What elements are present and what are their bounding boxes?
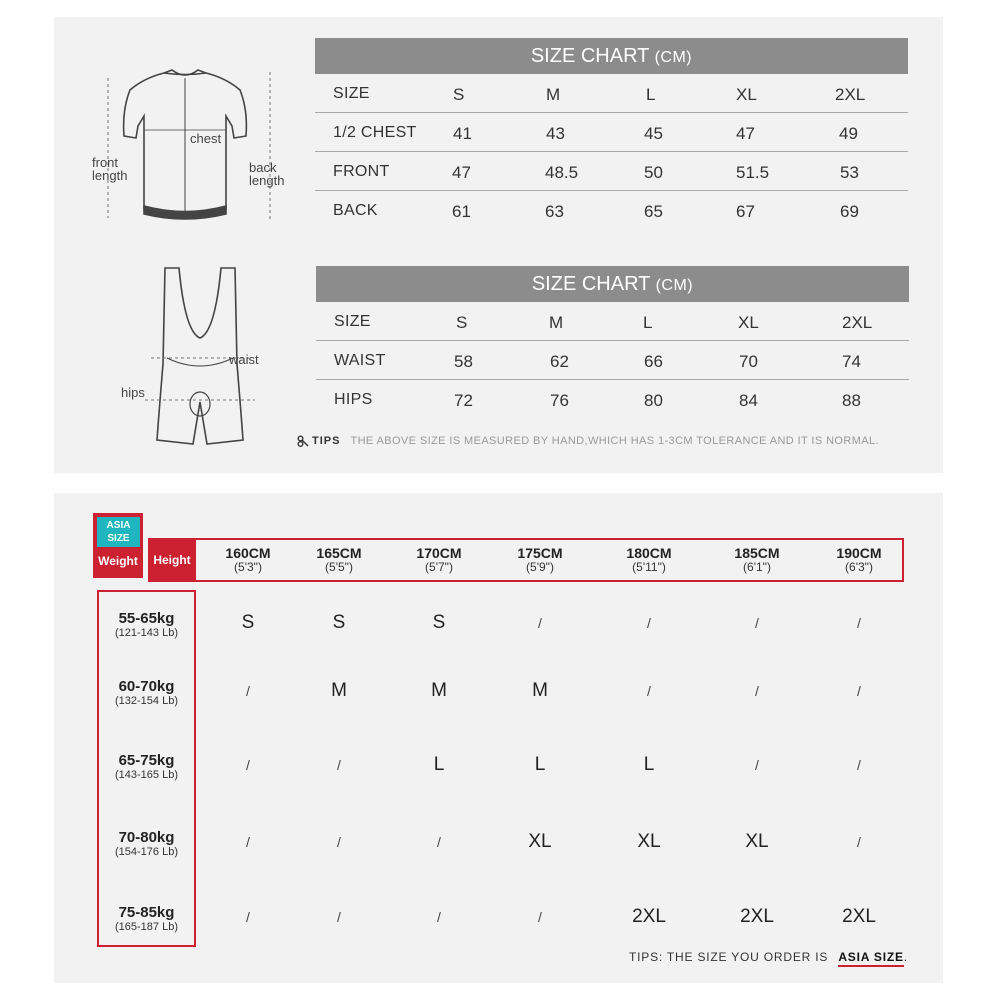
weight-lb: (165-187 Lb) (115, 921, 178, 933)
size-cell: / (647, 683, 651, 699)
size-cell: / (538, 615, 542, 631)
asia-size-tips: TIPS: THE SIZE YOU ORDER IS ASIA SIZE. (629, 950, 908, 964)
asia-size-badge: ASIA SIZE (97, 517, 140, 547)
jersey-size-chart (315, 38, 908, 230)
size-cell: / (246, 909, 250, 925)
measurement-tips (297, 435, 879, 447)
size-cell: / (857, 834, 861, 850)
height-col-160: 160CM (5'3") (225, 545, 271, 574)
weight-kg: 75-85kg (118, 904, 175, 921)
weight-lb: (132-154 Lb) (115, 695, 178, 707)
height-col-175: 175CM (5'9") (517, 545, 563, 574)
size-cell: / (337, 909, 341, 925)
hips-label: hips (121, 385, 145, 400)
header-row: SIZE S M L XL 2XL (316, 302, 909, 341)
size-cell: / (755, 683, 759, 699)
size-cell: S (332, 612, 346, 633)
size-cell: 2XL (842, 906, 876, 927)
height-col-170: 170CM (5'7") (416, 545, 462, 574)
size-cell: / (246, 757, 250, 773)
weight-row-label (99, 904, 194, 933)
weight-row-label (99, 678, 194, 707)
tips-text: THE ABOVE SIZE IS MEASURED BY HAND,WHICH HAS 1-3CM TOLERANCE AND IT IS NORMAL. (350, 435, 879, 447)
size-cell: / (857, 615, 861, 631)
table-row: WAIST 58 62 66 70 74 (316, 341, 909, 380)
size-cell: / (857, 683, 861, 699)
size-cell: XL (637, 831, 661, 852)
size-cell: L (643, 754, 655, 775)
tips-label: TIPS (312, 435, 341, 447)
table-row: 1/2 CHEST 41 43 45 47 49 (315, 113, 908, 152)
table-row: BACK 61 63 65 67 69 (333, 202, 859, 221)
size-cell: M (532, 680, 548, 701)
size-cell: / (437, 834, 441, 850)
weight-kg: 70-80kg (118, 829, 175, 846)
bib-size-chart (316, 266, 909, 419)
size-cell: / (538, 909, 542, 925)
size-cell: / (755, 615, 759, 631)
size-cell: / (437, 909, 441, 925)
size-cell: 2XL (632, 906, 666, 927)
front-length-label-1: front (92, 155, 119, 170)
size-cell: 2XL (740, 906, 774, 927)
link-icon (297, 435, 309, 447)
chart-title: SIZE CHART (CM) (316, 266, 909, 302)
size-cell: XL (528, 831, 552, 852)
weight-lb: (154-176 Lb) (115, 846, 178, 858)
size-cell: XL (745, 831, 769, 852)
weight-kg: 60-70kg (118, 678, 175, 695)
header-row: SIZE S M L XL 2XL (315, 74, 908, 113)
size-cell: / (246, 683, 250, 699)
asia-size-emphasis: ASIA SIZE (838, 950, 903, 967)
size-cell: / (246, 834, 250, 850)
size-cell: / (857, 757, 861, 773)
front-length-label-2: length (92, 168, 128, 183)
height-col-190: 190CM (6'3") (836, 545, 882, 574)
height-col-165: 165CM (5'5") (316, 545, 362, 574)
size-cell: / (755, 757, 759, 773)
chart-title: SIZE CHART (CM) (315, 38, 908, 74)
height-header: Height (148, 538, 196, 582)
waist-label: waist (229, 352, 259, 367)
size-cell: S (241, 612, 255, 633)
size-cell: S (432, 612, 446, 633)
size-cell: / (337, 757, 341, 773)
height-col-185: 185CM (6'1") (734, 545, 780, 574)
weight-lb: (121-143 Lb) (115, 627, 178, 639)
chest-label: chest (190, 131, 222, 146)
table-row: FRONT 47 48.5 50 51.5 53 (315, 152, 908, 191)
size-cell: L (534, 754, 546, 775)
weight-lb: (143-165 Lb) (115, 769, 178, 781)
back-length-label-1: back (249, 160, 277, 175)
back-length-label-2: length (249, 173, 285, 188)
size-cell: M (331, 680, 347, 701)
weight-kg: 55-65kg (118, 610, 175, 627)
size-cell: L (433, 754, 445, 775)
table-row: HIPS 72 76 80 84 88 (334, 391, 861, 410)
weight-row-label (99, 752, 194, 781)
weight-kg: 65-75kg (118, 752, 175, 769)
size-cell: / (647, 615, 651, 631)
height-col-180: 180CM (5'11") (626, 545, 672, 574)
weight-row-label (99, 610, 194, 639)
size-cell: M (431, 680, 447, 701)
weight-header: Weight (98, 554, 138, 568)
size-cell: / (337, 834, 341, 850)
weight-row-label (99, 829, 194, 858)
